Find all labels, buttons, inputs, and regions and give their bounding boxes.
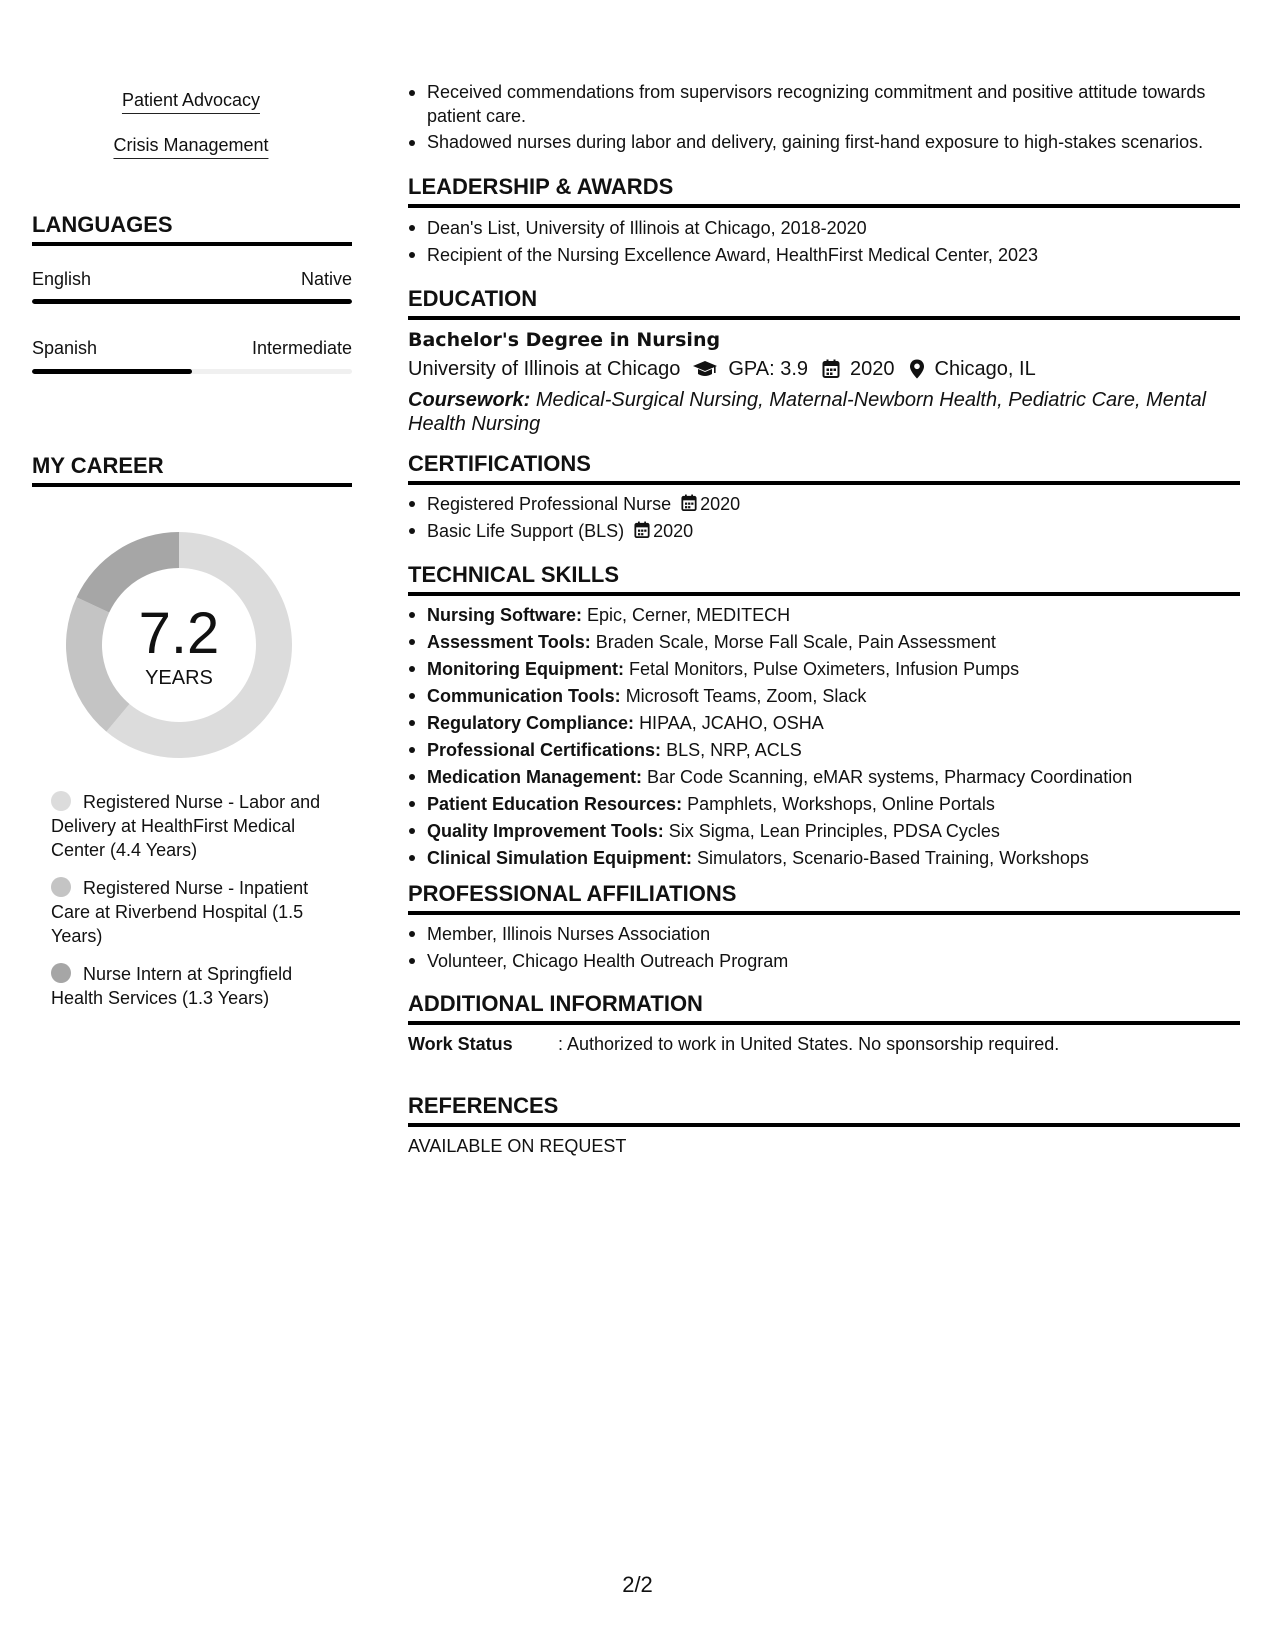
career-legend-label: Registered Nurse - Inpatient Care at Riverbend Hospital (1.5 Years) [51, 878, 309, 946]
additional-info-heading: ADDITIONAL INFORMATION [408, 991, 1240, 1025]
list-item: Received commendations from supervisors recognizing commitment and positive attitude towards patient care. [408, 80, 1240, 128]
list-item [408, 845, 1240, 872]
experience-bullets [408, 80, 1240, 154]
certification-year: 2020 [700, 494, 741, 514]
skill-values: Simulators, Scenario-Based Training, Workshops [697, 848, 1089, 868]
education-location: Chicago, IL [934, 358, 1036, 380]
certification-name: Basic Life Support (BLS) [427, 521, 625, 541]
certification-name: Registered Professional Nurse [427, 494, 672, 514]
skill-category: Professional Certifications: [427, 740, 662, 760]
skill-tag: Crisis Management [113, 134, 268, 159]
list-item: Recipient of the Nursing Excellence Award, HealthFirst Medical Center, 2023 [408, 242, 1240, 269]
career-legend-item [51, 790, 336, 862]
language-bar-fill [32, 299, 352, 304]
language-level: Native [300, 269, 352, 289]
graduation-cap-icon [692, 360, 718, 378]
education-details [408, 356, 1240, 382]
language-bar-fill [32, 369, 192, 374]
list-item: Shadowed nurses during labor and delivery, gaining first-hand exposure to high-stakes scenarios. [408, 130, 1240, 154]
calendar-icon [822, 359, 840, 379]
legend-dot [51, 877, 71, 897]
affiliations-heading: PROFESSIONAL AFFILIATIONS [408, 881, 1240, 915]
references-text: AVAILABLE ON REQUEST [408, 1136, 627, 1156]
list-item [408, 518, 1240, 545]
legend-dot [51, 791, 71, 811]
skill-values: BLS, NRP, ACLS [666, 740, 802, 760]
language-level: Intermediate [251, 338, 352, 358]
technical-skills-list [408, 602, 1240, 872]
career-legend-label: Registered Nurse - Labor and Delivery at HealthFirst Medical Center (4.4 Years) [51, 792, 321, 860]
skill-category: Regulatory Compliance: [427, 713, 635, 733]
gpa: GPA: 3.9 [728, 358, 809, 380]
skill-values: Bar Code Scanning, eMAR systems, Pharmacy Coordination [647, 767, 1133, 787]
skill-tag: Patient Advocacy [122, 89, 260, 114]
list-item: Member, Illinois Nurses Association [408, 921, 1240, 948]
list-item [408, 683, 1240, 710]
list-item [408, 764, 1240, 791]
graduation-year: 2020 [850, 358, 895, 380]
skill-values: Pamphlets, Workshops, Online Portals [687, 794, 995, 814]
skill-category: Medication Management: [427, 767, 643, 787]
skill-category: Communication Tools: [427, 686, 621, 706]
work-status-row [408, 1032, 1240, 1056]
list-item: Volunteer, Chicago Health Outreach Program [408, 948, 1240, 975]
career-unit: YEARS [145, 667, 213, 689]
list-item [408, 791, 1240, 818]
languages-heading: LANGUAGES [32, 212, 352, 246]
list-item [408, 602, 1240, 629]
work-status-label: Work Status [408, 1034, 513, 1054]
calendar-icon [634, 521, 650, 539]
references-heading: REFERENCES [408, 1093, 1240, 1127]
language-name: Spanish [32, 338, 98, 358]
skill-values: Fetal Monitors, Pulse Oximeters, Infusion Pumps [628, 659, 1020, 679]
legend-dot [51, 963, 71, 983]
list-item: Dean's List, University of Illinois at Chicago, 2018-2020 [408, 215, 1240, 242]
skill-values: Six Sigma, Lean Principles, PDSA Cycles [668, 821, 1000, 841]
education-heading: EDUCATION [408, 286, 1240, 320]
language-name: English [32, 269, 92, 289]
skill-category: Clinical Simulation Equipment: [427, 848, 693, 868]
skill-category: Monitoring Equipment: [427, 659, 624, 679]
career-heading: MY CAREER [32, 453, 352, 487]
language-bar [32, 369, 352, 374]
list-item [408, 629, 1240, 656]
list-item [408, 710, 1240, 737]
skill-category: Patient Education Resources: [427, 794, 683, 814]
skill-values: HIPAA, JCAHO, OSHA [639, 713, 824, 733]
skill-values: Braden Scale, Morse Fall Scale, Pain Assessment [595, 632, 996, 652]
skill-category: Quality Improvement Tools: [427, 821, 664, 841]
skill-values: Epic, Cerner, MEDITECH [587, 605, 791, 625]
affiliations-list [408, 921, 1240, 975]
list-item [408, 737, 1240, 764]
coursework-label: Coursework: [408, 389, 531, 411]
work-status-value: : Authorized to work in United States. No sponsorship required. [558, 1034, 1060, 1054]
leadership-heading: LEADERSHIP & AWARDS [408, 174, 1240, 208]
certifications-heading: CERTIFICATIONS [408, 451, 1240, 485]
school-name: University of Illinois at Chicago [408, 358, 681, 380]
page-number: 2/2 [622, 1572, 653, 1597]
skill-category: Nursing Software: [427, 605, 583, 625]
degree-title: Bachelor's Degree in Nursing [408, 329, 721, 351]
language-bar [32, 299, 352, 304]
language-row [32, 268, 352, 290]
leadership-list [408, 215, 1240, 269]
career-donut-chart [66, 532, 292, 758]
certifications-list [408, 491, 1240, 545]
career-legend-label: Nurse Intern at Springfield Health Services (1.3 Years) [51, 964, 293, 1008]
certification-year: 2020 [653, 521, 694, 541]
career-legend-item [51, 962, 336, 1010]
list-item [408, 818, 1240, 845]
skill-values: Microsoft Teams, Zoom, Slack [625, 686, 867, 706]
career-legend-item [51, 876, 336, 948]
map-pin-icon [909, 359, 925, 379]
coursework-text: Medical-Surgical Nursing, Maternal-Newborn Health, Pediatric Care, Mental Health Nursing [408, 389, 1207, 435]
list-item [408, 656, 1240, 683]
skill-category: Assessment Tools: [427, 632, 591, 652]
list-item [408, 491, 1240, 518]
calendar-icon [681, 494, 697, 512]
language-row [32, 337, 352, 359]
technical-skills-heading: TECHNICAL SKILLS [408, 562, 1240, 596]
coursework [408, 388, 1240, 436]
career-total: 7.2 [138, 601, 220, 666]
